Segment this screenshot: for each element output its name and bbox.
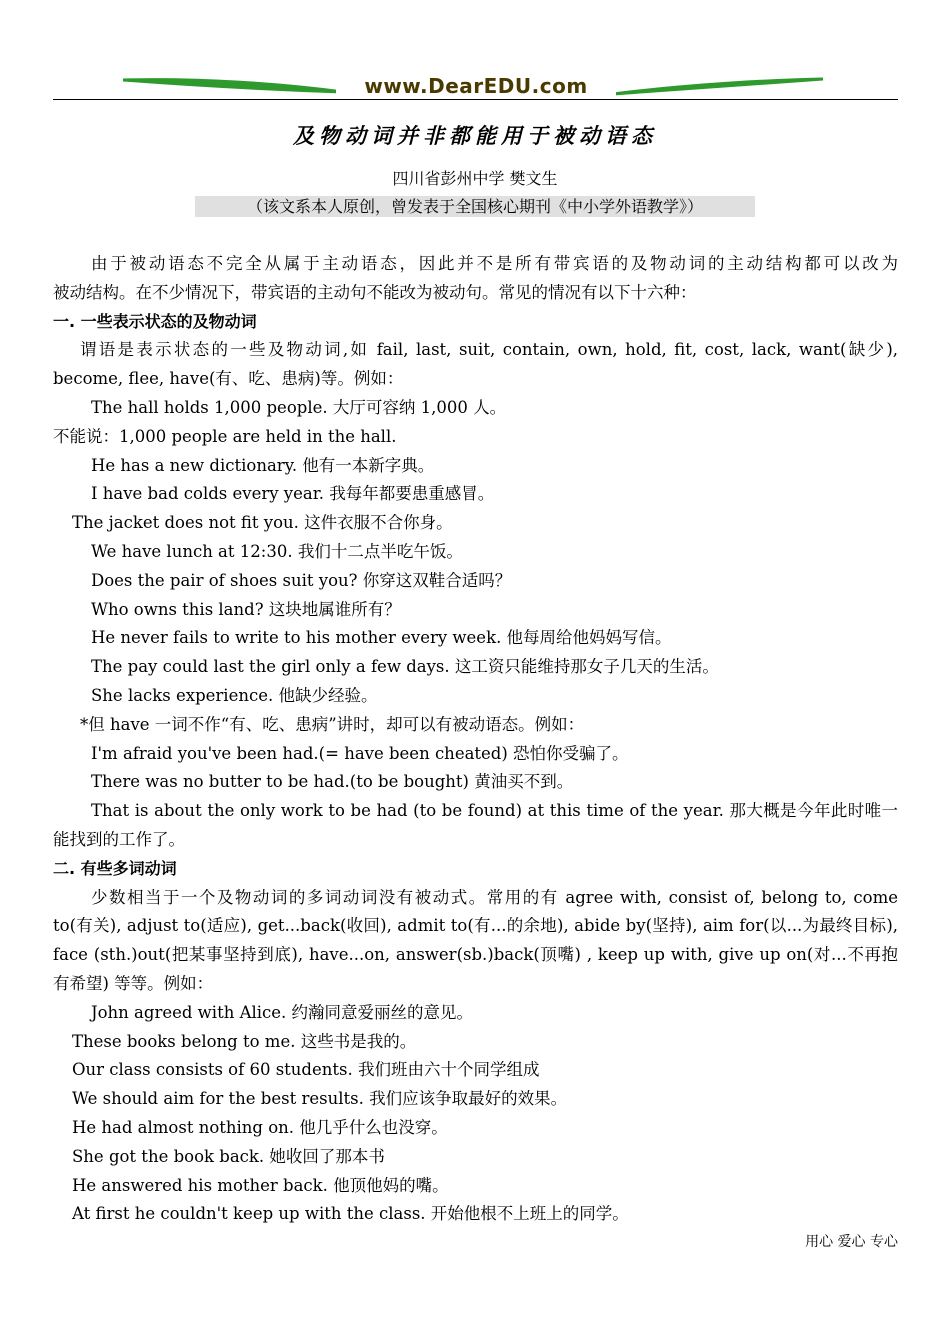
example-line: There was no butter to be had.(to be bought) 黄油买不到。 <box>91 772 574 792</box>
left-swoosh <box>123 80 343 92</box>
example-line: She got the book back. 她收回了那本书 <box>72 1146 385 1166</box>
example-line: He never fails to write to his mother every week. 他每周给他妈妈写信。 <box>91 628 672 648</box>
example-line: Does the pair of shoes suit you? 你穿这双鞋合适吗？ <box>91 570 512 590</box>
header-rule <box>53 99 898 100</box>
section-2-desc-line-1: 少数相当于一个及物动词的多词动词没有被动式。常用的有 agree with, consist of, belong to, come <box>91 887 898 907</box>
section-2-desc-line-4: 有希望) 等等。例如： <box>53 973 214 993</box>
intro-line-1: 由于被动语态不完全从属于主动语态，因此并不是所有带宾语的及物动词的主动结构都可以改为 <box>91 254 898 273</box>
example-line: The hall holds 1,000 people. 大厅可容纳 1,000 人。 <box>91 397 507 417</box>
right-swoosh <box>613 79 823 94</box>
publication-note: （该文系本人原创，曾发表于全国核心期刊《中小学外语教学》） <box>195 196 755 217</box>
example-line: He has a new dictionary. 他有一本新字典。 <box>91 455 435 475</box>
section-1-desc-line-1: 谓语是表示状态的一些及物动词,如 fail, last, suit, contain, own, hold, fit, cost, lack, want(缺少), <box>80 340 898 360</box>
footer-slogan: 用心 爱心 专心 <box>805 1234 898 1250</box>
example-line: These books belong to me. 这些书是我的。 <box>72 1031 417 1051</box>
example-line: At first he couldn't keep up with the class. 开始他根不上班上的同学。 <box>72 1204 629 1224</box>
example-line: He had almost nothing on. 他几乎什么也没穿。 <box>72 1117 448 1137</box>
example-line: We have lunch at 12:30. 我们十二点半吃午饭。 <box>91 541 463 561</box>
intro-line-2: 被动结构。在不少情况下，带宾语的主动句不能改为被动句。常见的情况有以下十六种： <box>53 282 697 302</box>
author-line: 四川省彭州中学 樊文生 <box>392 169 558 188</box>
site-logo: www.DearEDU.com <box>336 73 616 99</box>
article-body <box>53 250 898 1229</box>
example-line: That is about the only work to be had (to be found) at this time of the year. 那大概是今年此时唯一 <box>91 801 898 821</box>
section-2-heading: 二. 有些多词动词 <box>53 858 177 878</box>
example-line: I'm afraid you've been had.(= have been cheated) 恐怕你受骗了。 <box>91 743 629 763</box>
example-line: The pay could last the girl only a few days. 这工资只能维持那女子几天的生活。 <box>91 657 719 677</box>
example-line: Our class consists of 60 students. 我们班由六十个同学组成 <box>72 1060 540 1080</box>
example-line: We should aim for the best results. 我们应该争取最好的效果。 <box>72 1089 568 1109</box>
section-2-desc-line-2: to(有关), adjust to(适应), get...back(收回), admit to(有...的余地), abide by(坚持), aim for(以...为最终目标), <box>53 916 898 936</box>
section-1-heading: 一. 一些表示状态的及物动词 <box>53 311 257 331</box>
example-line: John agreed with Alice. 约瀚同意爱丽丝的意见。 <box>91 1002 474 1022</box>
example-line: The jacket does not fit you. 这件衣服不合你身。 <box>72 513 453 533</box>
example-line: 不能说：1,000 people are held in the hall. <box>53 426 397 446</box>
example-line: 能找到的工作了。 <box>53 829 185 849</box>
example-line: She lacks experience. 他缺少经验。 <box>91 685 378 705</box>
example-line: Who owns this land? 这块地属谁所有？ <box>91 599 401 619</box>
example-line: I have bad colds every year. 我每年都要患重感冒。 <box>91 484 495 504</box>
section-1-desc-line-2: become, flee, have(有、吃、患病)等。例如： <box>53 369 404 389</box>
section-2-desc-line-3: face (sth.)out(把某事坚持到底), have...on, answer(sb.)back(顶嘴) , keep up with, give up on(对...不再抱 <box>53 945 898 965</box>
example-line: He answered his mother back. 他顶他妈的嘴。 <box>72 1175 449 1195</box>
page-title: 及物动词并非都能用于被动语态 <box>293 123 657 148</box>
have-note-line: *但 have 一词不作“有、吃、患病”讲时，却可以有被动语态。例如： <box>80 714 585 734</box>
